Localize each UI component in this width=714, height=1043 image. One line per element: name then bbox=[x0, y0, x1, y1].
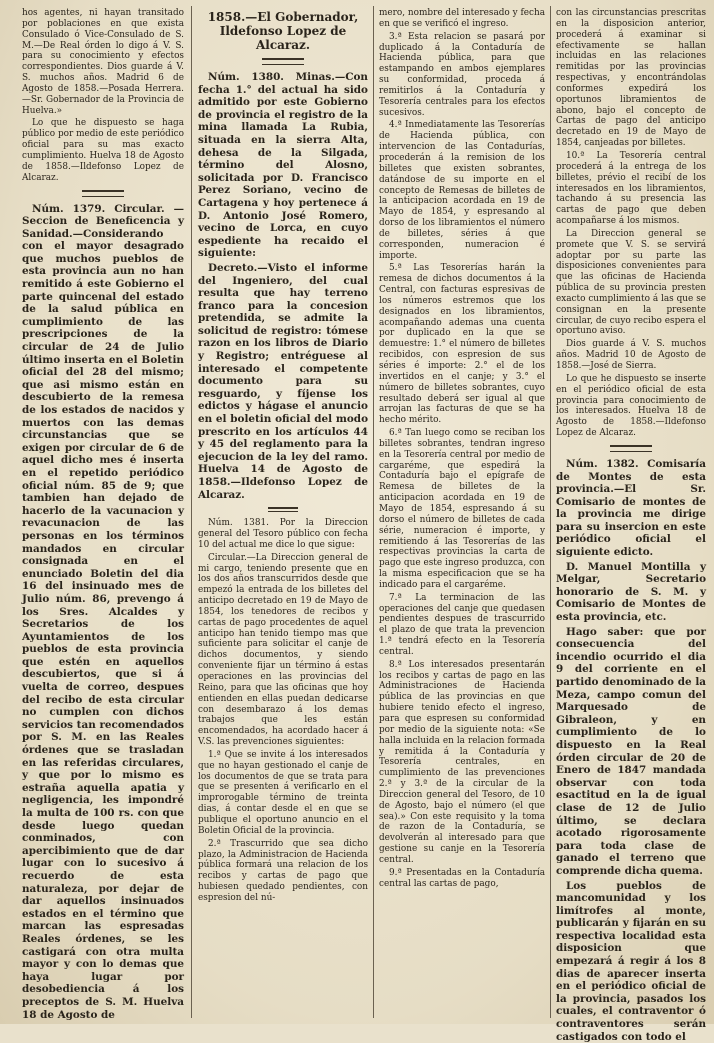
column-2 bbox=[198, 8, 368, 1018]
paragraph: 6.ª Tan luego como se reciban los billetes sobrantes, tendran ingreso en la Tesorería central por medio de cargaréme, que espedirá la Contaduría bajo el epígrafe de Remesa de billetes de la anticipacion acordada en 19 de Mayo de 1854, espresando á su dorso el número de billetes de cada série, numeracion é importe, y remitiendo á las Tesorerías de las respectivas provincias la carta de pago que este ingreso produzca, con la misma especificacion que se ha indicado para el cargaréme. bbox=[379, 428, 545, 591]
paragraph: Núm. 1382. Comisaría de Montes de esta provincia.—El Sr. Comisario de montes de la provincia me dirige para su insercion en este periódico oficial el siguiente edicto. bbox=[556, 458, 706, 559]
paragraph: 1.ª Que se invite á los interesados que no hayan gestionado el canje de los documentos de que se trata para que se presenten á verificarlo en el improrogable término de treinta dias, á contar desde el en que se publique el oportuno anuncio en el Boletin Oficial de la provincia. bbox=[198, 750, 368, 837]
column-3 bbox=[379, 8, 545, 1018]
column-rule bbox=[550, 6, 551, 1018]
paragraph: 2.ª Trascurrido que sea dicho plazo, la Administracion de Hacienda pública formará una relacion de los recibos y cartas de pago que hubiesen quedado pendientes, con espresion del nú- bbox=[198, 839, 368, 904]
paragraph: 3.ª Esta relacion se pasará por duplicado á la Contaduría de Hacienda pública, para que estampando en ambos ejemplares su conformidad, proceda á remitirlos á la Contaduría y Tesorería centrales para los efectos sucesivos. bbox=[379, 32, 545, 119]
paragraph: Lo que he dispuesto se inserte en el periódico oficial de esta provincia para conocimiento de los interesados. Huelva 18 de Agosto de 1858.—Ildefonso Lopez de Alcaraz. bbox=[556, 374, 706, 439]
section-divider bbox=[610, 445, 652, 452]
section-divider bbox=[268, 507, 298, 512]
paragraph: Hago saber: que por consecuencia del incendio ocurrido el dia 9 del corriente en el partido denominado de la Meza, campo comun del Marquesado de Gibraleon, y en cumplimiento de lo dispuesto en la Real órden circular de 20 de Enero de 1847 mandada observar con toda esactitud en la de igual clase de 12 de Julio último, se declara acotado rigorosamente para toda clase de ganado el terreno que comprende dicha quema. bbox=[556, 626, 706, 878]
paragraph: hos agentes, ni hayan transitado por poblaciones en que exista Consulado ó Vice-Consulado de S. M.—De Real órden lo digo á V. S. para su conocimiento y efectos correspondientes. Dios guarde á V. S. muchos años. Madrid 6 de Agosto de 1858.—Posada Herrera.—Sr. Gobernador de la Provincia de Huelva.» bbox=[22, 8, 184, 116]
signature-heading: 1858.—El Gobernador, Ildefonso Lopez de Alcaraz. bbox=[198, 10, 368, 52]
paragraph: Los pueblos de mancomunidad y los limítrofes al monte, publicarán y fijarán en su respectiva localidad esta disposicion que empezará á regir á los 8 dias de aparecer inserta en el periódico oficial de la provincia, pasados los cuales, el contraventor ó contraventores serán castigados con todo el bbox=[556, 880, 706, 1043]
column-rule bbox=[373, 6, 374, 1018]
section-divider bbox=[262, 58, 304, 65]
paragraph: Núm. 1379. Circular. —Seccion de Beneficencia y Sanidad.—Considerando con el mayor desagrado que muchos pueblos de esta provincia aun no han remitido á este Gobierno el parte quincenal del estado de la salud pública en cumplimiento de las prescripciones de la circular de 24 de Julio último inserta en el Boletin oficial del 28 del mismo; que asi mismo están en descubierto de la remesa de los estados de nacidos y muertos con las demas circunstancias que se exigen por circular de 6 de aquel dicho mes é inserta en el repetido periódico oficial núm. 85 de 9; que tambien han dejado de hacerlo de la vacunacion y revacunacion de las personas en los términos mandados en circular consignada en el enunciado Boletin del dia 16 del insinuado mes de Julio núm. 86, prevengo á los Sres. Alcaldes y Secretarios de los Ayuntamientos de los pueblos de esta provincia que estén en aquellos descubiertos, que si á vuelta de correo, despues del recibo de esta circular no cumplen con dichos servicios tan recomendados por S. M. en las Reales órdenes que se trasladan en las referidas circulares, y que por lo mismo es estraña aquella apatia y negligencia, les impondré la multa de 100 rs. con que desde luego quedan conminados, con apercibimiento que de dar lugar con lo sucesivo á recuerdo de esta naturaleza, por dejar de dar aquellos insinuados estados en el término que marcan las espresadas Reales órdenes, se les castigará con otra multa mayor y con lo demas que haya lugar por desobediencia á los preceptos de S. M. Huelva 18 de Agosto de bbox=[22, 203, 184, 1022]
paragraph: Núm. 1380. Minas.—Con fecha 1.° del actual ha sido admitido por este Gobierno de provincia el registro de la mina llamada La Rubia, situada en la sierra Alta, dehesa de la Silgada, término del Alosno, solicitada por D. Francisco Perez Soriano, vecino de Cartagena y hoy pertenece á D. Antonio José Romero, vecino de Lorca, en cuyo espediente ha recaido el siguiente: bbox=[198, 71, 368, 260]
paragraph: Decreto.—Visto el informe del Ingeniero, del cual resulta que hay terreno franco para la concesion pretendida, se admite la solicitud de registro: tómese razon en los libros de Diario y Registro; entréguese al interesado el competente documento para su resguardo, y fíjense los edictos y hágase el anuncio en el boletin oficial del modo prescrito en los artículos 44 y 45 del reglamento para la ejecucion de la ley del ramo. Huelva 14 de Agosto de 1858.—Ildefonso Lopez de Alcaraz. bbox=[198, 262, 368, 501]
minas-1380 bbox=[198, 71, 368, 501]
paragraph: 8.ª Los interesados presentarán los recibos y cartas de pago en las Administraciones de Hacienda pública de las provincias en que hubiere tenido efecto el ingreso, para que espresen su conformidad por medio de la siguiente nota: «Se halla incluida en la relacion formada y remitida á la Contaduría y Tesorería centrales, en cumplimiento de las prevenciones 2.ª y 3.ª de la circular de la Direccion general del Tesoro, de 10 de Agosto, bajo el número (el que sea).» Con este requisito y la toma de razon de la Contaduría, se devolverán al interesado para que gestione su canje en la Tesorería central. bbox=[379, 660, 545, 866]
paragraph: Lo que he dispuesto se haga público por medio de este periódico oficial para su mas exacto cumplimiento. Huelva 18 de Agosto de 1858.—Ildefonso Lopez de Alcaraz. bbox=[22, 118, 184, 183]
circular-1379 bbox=[22, 203, 184, 1022]
paragraph: 10.ª La Tesorería central procederá á la entrega de los billetes, prévio el recibí de los interesados en los libramientos, tachando á su presencia las cartas de pago que deben acompañarse á los mismos. bbox=[556, 151, 706, 227]
paragraph: 4.ª Inmediatamente las Tesorerías de Hacienda pública, con intervencion de las Contadurías, procederán á la remision de los billetes que existen sobrantes, datándose de su importe en el concepto de Remesas de billetes de la anticipacion acordada en 19 de Mayo de 1854, y espresando al dorso de los libramientos el número de billetes, séries á que corresponden, numeracion é importe. bbox=[379, 120, 545, 261]
column-rule bbox=[191, 6, 192, 1018]
paragraph: 9.ª Presentadas en la Contaduría central las cartas de pago, bbox=[379, 868, 545, 890]
paragraph: D. Manuel Montilla y Melgar, Secretario honorario de S. M. y Comisario de Montes de esta provincia, etc. bbox=[556, 561, 706, 624]
paragraph: 7.ª La terminacion de las operaciones del canje que quedasen pendientes despues de trascurrido el plazo de que trata la prevencion 1.ª tendrá efecto en la Tesorería central. bbox=[379, 593, 545, 658]
column-4 bbox=[556, 8, 706, 1018]
paragraph: con las circunstancias prescritas en la disposicion anterior, procederá á examinar si efectivamente se hallan incluidas en las relaciones remitidas por las provincias respectivas, y encontrándolas conformes expedirá los oportunos libramientos de abono, bajo el concepto de Cartas de pago del anticipo decretado en 19 de Mayo de 1854, canjeadas por billetes. bbox=[556, 8, 706, 149]
paragraph: Núm. 1381. Por la Direccion general del Tesoro público con fecha 10 del actual me dice lo que sigue: bbox=[198, 518, 368, 551]
paragraph: mero, nombre del interesado y fecha en que se verificó el ingreso. bbox=[379, 8, 545, 30]
montes-1382 bbox=[556, 458, 706, 1043]
paragraph: La Direccion general se promete que V. S. se servirá adoptar por su parte las disposiciones convenientes para que las oficinas de Hacienda pública de su provincia presten exacto cumplimiento á las que se consignan en la presente circular, de cuyo recibo espera el oportuno aviso. bbox=[556, 229, 706, 337]
section-divider bbox=[82, 190, 124, 197]
paragraph: Circular.—La Direccion general de mi cargo, teniendo presente que en los dos años transcurridos desde que empezó la entrada de los billetes del anticipo decretado en 19 de Mayo de 1854, los tenedores de recibos y cartas de pago procedentes de aquel anticipo han tenido tiempo mas que suficiente para solicitar el canje de dichos documentos, y siendo conveniente fijar un término á estas operaciones en las provincias del Reino, para que las oficinas que hoy entienden en ellas puedan dedicarse con desembarazo á los demas trabajos que les están encomendados, ha acordado hacer á V.S. las prevenciones siguientes: bbox=[198, 553, 368, 748]
column-1 bbox=[22, 8, 184, 1018]
paragraph: Dios guarde á V. S. muchos años. Madrid 10 de Agosto de 1858.—José de Sierra. bbox=[556, 339, 706, 372]
paragraph: 5.ª Las Tesorerías harán la remesa de dichos documentos á la Central, con facturas espresivas de los números estremos que los designados en los libramientos, acompañando ademas una cuenta por duplicado en la que se demuestre: 1.° el número de billetes recibidos, con espresion de sus séries é importe: 2.° el de los invertidos en el canje; y 3.° el número de billetes sobrantes, cuyo resultado deberá ser igual al que arrojan las facturas de que se ha hecho mérito. bbox=[379, 263, 545, 426]
